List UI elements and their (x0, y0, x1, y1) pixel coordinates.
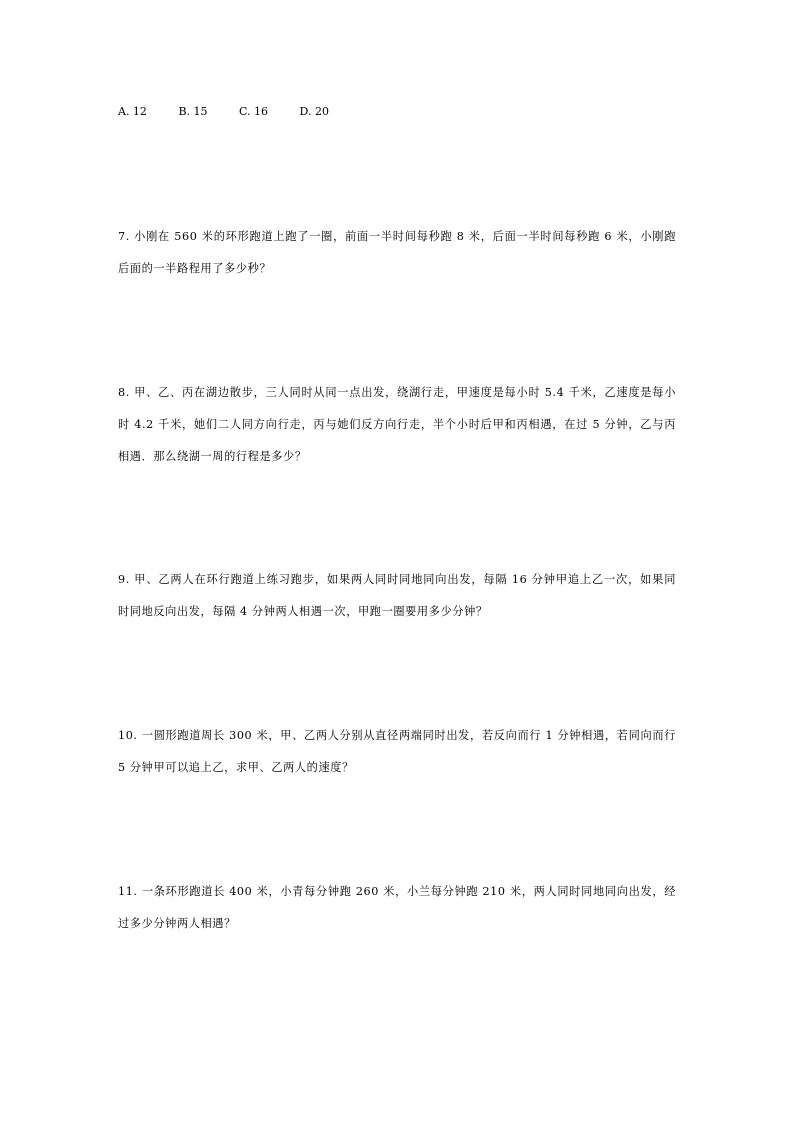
option-a: A. 12 (118, 105, 147, 118)
question-11: 11. 一条环形跑道长 400 米，小青每分钟跑 260 米，小兰每分钟跑 210 米，两人同时同地同向出发，经过多少分钟两人相遇？ (118, 885, 676, 930)
option-c: C. 16 (239, 105, 269, 118)
question-9: 9. 甲、乙两人在环行跑道上练习跑步，如果两人同时同地同向出发，每隔 16 分钟甲追上乙一次，如果同时同地反向出发，每隔 4 分钟两人相遇一次，甲跑一圈要用多少分钟？ (118, 573, 676, 618)
question-8: 8. 甲、乙、丙在湖边散步，三人同时从同一点出发，绕湖行走，甲速度是每小时 5.4 千米，乙速度是每小时 4.2 千米，她们二人同方向行走，丙与她们反方向行走，半个小时后甲和丙相遇，在过 5 分钟，乙与丙相遇．那么绕湖一周的行程是多少？ (118, 386, 676, 463)
question-10: 10. 一圆形跑道周长 300 米，甲、乙两人分别从直径两端同时出发，若反向而行 1 分钟相遇，若同向而行 5 分钟甲可以追上乙，求甲、乙两人的速度？ (118, 729, 676, 774)
option-b: B. 15 (178, 105, 208, 118)
answer-options (118, 104, 357, 120)
option-d: D. 20 (299, 105, 329, 118)
question-7: 7. 小刚在 560 米的环形跑道上跑了一圈，前面一半时间每秒跑 8 米，后面一半时间每秒跑 6 米，小刚跑后面的一半路程用了多少秒？ (118, 230, 676, 275)
